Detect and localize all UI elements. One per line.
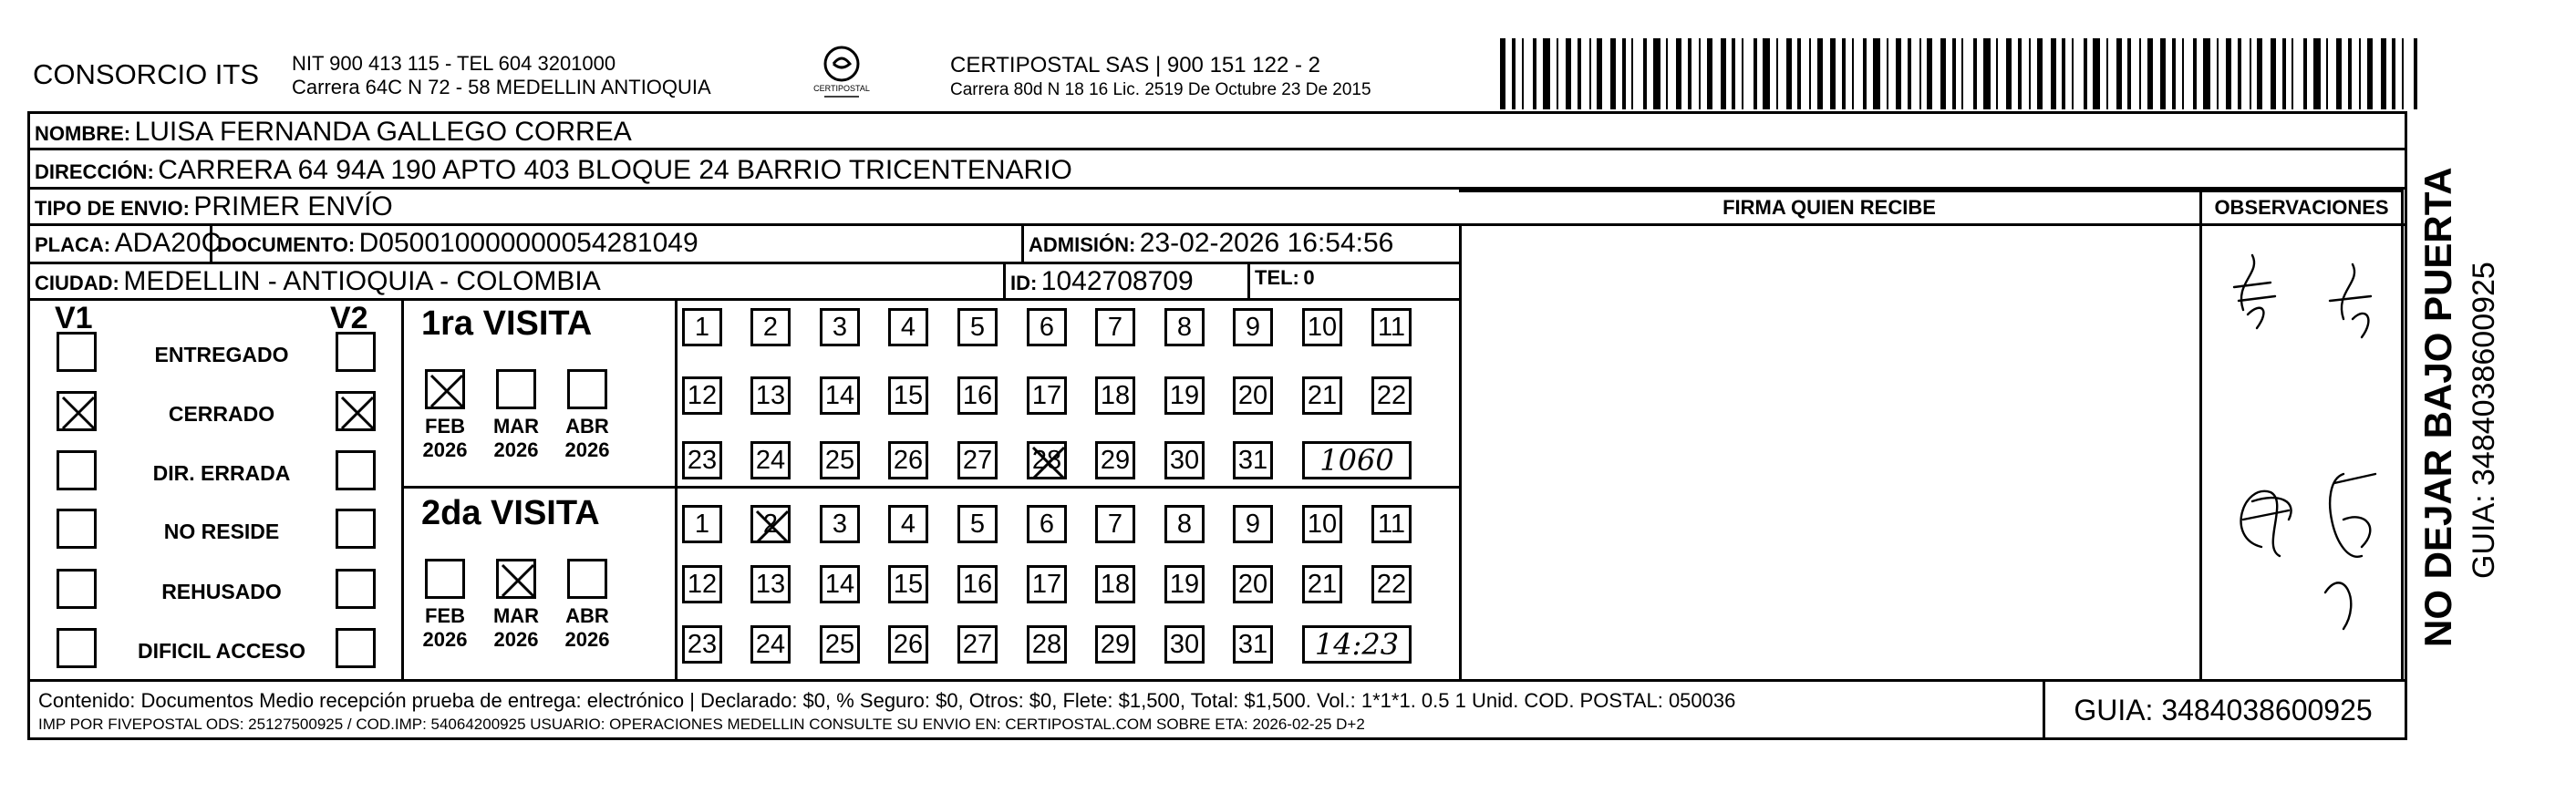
side-guia: GUIA: 3484038600925	[2467, 262, 2501, 579]
document-value: D050010000000054281049	[358, 228, 698, 258]
barcode-bar	[2326, 38, 2328, 109]
second-visit-time: 14:23	[1302, 625, 1412, 664]
first-day-9[interactable]: 9	[1233, 308, 1273, 346]
barcode-bar	[1666, 38, 1668, 109]
barcode-bar	[1522, 38, 1524, 109]
barcode-bar	[1597, 38, 1602, 109]
second-day-19[interactable]: 19	[1164, 565, 1205, 603]
first-month-label: MAR 2026	[492, 415, 540, 461]
second-day-22[interactable]: 22	[1371, 565, 1412, 603]
status-label: CERRADO	[168, 402, 275, 426]
status-label: DIR. ERRADA	[152, 461, 291, 485]
tel-cell	[1255, 266, 1315, 290]
first-day-26[interactable]: 26	[888, 441, 928, 479]
first-day-30[interactable]: 30	[1164, 441, 1205, 479]
carrier-name: CERTIPOSTAL SAS | 900 151 122 - 2	[950, 53, 1320, 77]
first-day-25[interactable]: 25	[820, 441, 860, 479]
barcode-bar	[2182, 38, 2184, 109]
barcode-bar	[1940, 38, 1946, 109]
barcode-bar	[1543, 38, 1550, 109]
no-dejar-warning: NO DEJAR BAJO PUERTA	[2416, 167, 2459, 647]
second-month-box-feb[interactable]	[425, 559, 465, 599]
first-day-16[interactable]: 16	[957, 376, 998, 415]
barcode-bar	[2160, 38, 2166, 109]
second-day-7[interactable]: 7	[1095, 505, 1135, 543]
first-day-17[interactable]: 17	[1027, 376, 1067, 415]
first-day-14[interactable]: 14	[820, 376, 860, 415]
first-day-19[interactable]: 19	[1164, 376, 1205, 415]
company-nit: NIT 900 413 115 - TEL 604 3201000	[292, 52, 616, 75]
plate-label: PLACA:	[35, 233, 111, 256]
barcode-bar	[2116, 38, 2122, 109]
name-label: NOMBRE:	[35, 122, 131, 145]
barcode-bar	[2037, 38, 2043, 109]
barcode-bar	[1961, 38, 1963, 109]
first-month-box-mar[interactable]	[496, 369, 536, 409]
signature-header: FIRMA QUIEN RECIBE	[1723, 196, 1936, 219]
recipient-address: CARRERA 64 94A 190 APTO 403 BLOQUE 24 BARRIO TRICENTENARIO	[158, 155, 1072, 185]
barcode-bar	[2367, 38, 2373, 109]
barcode-bar	[2336, 38, 2342, 109]
second-month-box-mar[interactable]	[496, 559, 536, 599]
barcode-bar	[2226, 38, 2231, 109]
first-day-8[interactable]: 8	[1164, 308, 1205, 346]
barcode-bar	[2282, 38, 2286, 109]
barcode-bar	[2139, 38, 2141, 109]
first-day-11[interactable]: 11	[1371, 308, 1412, 346]
barcode-bar	[1887, 38, 1888, 109]
second-day-27[interactable]: 27	[957, 625, 998, 664]
first-month-label: FEB 2026	[422, 415, 468, 461]
first-day-12[interactable]: 12	[682, 376, 722, 415]
barcode-bar	[1754, 38, 1757, 109]
barcode-bar	[1952, 38, 1956, 109]
first-visit-time: 1060	[1302, 441, 1412, 479]
second-month-label: ABR 2026	[564, 604, 610, 651]
type-row	[35, 191, 393, 222]
second-day-30[interactable]: 30	[1164, 625, 1205, 664]
second-day-16[interactable]: 16	[957, 565, 998, 603]
barcode-bar	[2051, 38, 2056, 109]
barcode-bar	[1842, 38, 1846, 109]
second-day-9[interactable]: 9	[1233, 505, 1273, 543]
first-day-1[interactable]: 1	[682, 308, 722, 346]
v1-checkbox-1[interactable]	[57, 391, 97, 431]
second-day-28[interactable]: 28	[1027, 625, 1067, 664]
barcode-bar	[2029, 38, 2031, 109]
barcode-bar	[2072, 38, 2074, 109]
barcode-bar	[1830, 38, 1836, 109]
barcode-bar	[2303, 38, 2307, 109]
second-day-25[interactable]: 25	[820, 625, 860, 664]
barcode-bar	[2147, 38, 2153, 109]
second-day-12[interactable]: 12	[682, 565, 722, 603]
second-day-8[interactable]: 8	[1164, 505, 1205, 543]
company-name: CONSORCIO ITS	[33, 58, 260, 90]
second-day-2[interactable]: 2	[750, 505, 791, 543]
v2-checkbox-1[interactable]	[336, 391, 376, 431]
handwritten-observation	[2207, 246, 2398, 675]
v2-header: V2	[330, 301, 368, 335]
id-cell	[1010, 266, 1194, 297]
company-address: Carrera 64C N 72 - 58 MEDELLIN ANTIOQUIA	[292, 76, 711, 98]
barcode-bar	[1896, 38, 1901, 109]
second-day-21[interactable]: 21	[1302, 565, 1342, 603]
second-day-5[interactable]: 5	[957, 505, 998, 543]
barcode-bar	[2257, 38, 2262, 109]
barcode-bar	[2127, 38, 2131, 109]
first-day-15[interactable]: 15	[888, 376, 928, 415]
v1-checkbox-5[interactable]	[57, 628, 97, 668]
barcode-bar	[2402, 38, 2404, 109]
barcode-bar	[2006, 38, 2012, 109]
first-month-box-abr[interactable]	[567, 369, 607, 409]
barcode-bar	[1776, 38, 1778, 109]
barcode-bar	[2359, 38, 2361, 109]
barcode-bar	[1631, 38, 1633, 109]
barcode-bar	[2250, 38, 2251, 109]
barcode-bar	[1578, 38, 1581, 109]
city-value: MEDELLIN - ANTIOQUIA - COLOMBIA	[123, 266, 601, 296]
barcode-bar	[1707, 38, 1712, 109]
barcode-bar	[2414, 38, 2417, 109]
guia-footer: GUIA: 3484038600925	[2074, 693, 2373, 726]
status-label: NO RESIDE	[163, 520, 280, 543]
first-visit-title: 1ra VISITA	[421, 304, 593, 343]
barcode-bar	[1533, 38, 1536, 109]
barcode-bar	[2292, 38, 2293, 109]
barcode-bar	[2348, 38, 2352, 109]
second-day-10[interactable]: 10	[1302, 505, 1342, 543]
barcode-bar	[1688, 38, 1691, 109]
barcode-bar	[1653, 38, 1660, 109]
barcode-bar	[2062, 38, 2065, 109]
v2-checkbox-2[interactable]	[336, 450, 376, 490]
barcode-bar	[2084, 38, 2087, 109]
status-label: REHUSADO	[161, 580, 282, 603]
second-day-6[interactable]: 6	[1027, 505, 1067, 543]
tel-value: 0	[1303, 266, 1315, 289]
barcode-bar	[1973, 38, 1977, 109]
barcode-bar	[2106, 38, 2108, 109]
barcode-bar	[1919, 38, 1921, 109]
logo-text: CERTIPOSTAL	[813, 84, 870, 93]
barcode-bar	[1763, 38, 1770, 109]
barcode-bar	[2238, 38, 2241, 109]
v2-checkbox-3[interactable]	[336, 509, 376, 549]
first-day-20[interactable]: 20	[1233, 376, 1273, 415]
print-details: IMP POR FIVEPOSTAL ODS: 25127500925 / COD.IMP: 54064200925 USUARIO: OPERACIONES MEDELLIN CONSULTE SU ENVIO EN: CERTIPOSTAL.COM SOBRE ETA: 2026-02-25 D+2	[38, 716, 1365, 733]
barcode-bar	[1863, 38, 1867, 109]
first-day-6[interactable]: 6	[1027, 308, 1067, 346]
v2-checkbox-5[interactable]	[336, 628, 376, 668]
second-day-18[interactable]: 18	[1095, 565, 1135, 603]
first-day-10[interactable]: 10	[1302, 308, 1342, 346]
second-day-17[interactable]: 17	[1027, 565, 1067, 603]
plate-value: ADA20C	[114, 228, 222, 258]
barcode-bar	[1817, 38, 1823, 109]
first-day-13[interactable]: 13	[750, 376, 791, 415]
barcode-bar	[1927, 38, 1932, 109]
barcode-bar	[1512, 38, 1516, 109]
second-day-29[interactable]: 29	[1095, 625, 1135, 664]
barcode-bar	[2203, 38, 2210, 109]
id-value: 1042708709	[1040, 266, 1194, 296]
barcode-bar	[1721, 38, 1726, 109]
barcode-bar	[1873, 38, 1880, 109]
id-label: ID:	[1010, 272, 1038, 294]
second-day-23[interactable]: 23	[682, 625, 722, 664]
second-day-11[interactable]: 11	[1371, 505, 1412, 543]
name-row	[35, 117, 632, 148]
second-day-15[interactable]: 15	[888, 565, 928, 603]
barcode-bar	[1983, 38, 1991, 109]
city-label: CIUDAD:	[35, 272, 119, 294]
barcode-bar	[1908, 38, 1911, 109]
v1-checkbox-0[interactable]	[57, 332, 97, 372]
city-cell	[35, 266, 601, 297]
first-month-box-feb[interactable]	[425, 369, 465, 409]
first-day-31[interactable]: 31	[1233, 441, 1273, 479]
admission-label: ADMISIÓN:	[1029, 233, 1136, 256]
first-day-24[interactable]: 24	[750, 441, 791, 479]
first-day-7[interactable]: 7	[1095, 308, 1135, 346]
barcode-bar	[1797, 38, 1801, 109]
barcode-bar	[1557, 38, 1558, 109]
first-day-21[interactable]: 21	[1302, 376, 1342, 415]
second-day-3[interactable]: 3	[820, 505, 860, 543]
first-day-3[interactable]: 3	[820, 308, 860, 346]
barcode-bar	[1786, 38, 1792, 109]
barcode-bar	[1732, 38, 1735, 109]
v1-checkbox-3[interactable]	[57, 509, 97, 549]
admission-cell	[1029, 228, 1393, 259]
barcode-bar	[2381, 38, 2386, 109]
second-day-4[interactable]: 4	[888, 505, 928, 543]
certipostal-logo	[813, 44, 870, 98]
content-details: Contenido: Documentos Medio recepción prueba de entrega: electrónico | Declarado: $0, % Seguro: $0, Otros: $0, Flete: $1,500, Total: $1,500. Vol.: 1*1*1. 0.5 1 Unid. COD. POSTAL: 050036	[38, 689, 1736, 712]
first-day-22[interactable]: 22	[1371, 376, 1412, 415]
barcode-bar	[2217, 38, 2219, 109]
barcode-bar	[1676, 38, 1681, 109]
first-day-23[interactable]: 23	[682, 441, 722, 479]
second-visit-title: 2da VISITA	[421, 494, 600, 532]
barcode-bar	[2093, 38, 2100, 109]
second-month-label: FEB 2026	[422, 604, 468, 651]
document-label: DOCUMENTO:	[217, 233, 356, 256]
tel-label: TEL:	[1255, 266, 1299, 289]
second-day-13[interactable]: 13	[750, 565, 791, 603]
address-label: DIRECCIÓN:	[35, 160, 154, 183]
barcode-bar	[2193, 38, 2197, 109]
barcode-bar	[2392, 38, 2395, 109]
first-month-label: ABR 2026	[564, 415, 610, 461]
v1-header: V1	[55, 301, 93, 335]
second-day-24[interactable]: 24	[750, 625, 791, 664]
barcode-bar	[1809, 38, 1811, 109]
barcode-bar	[2271, 38, 2276, 109]
type-label: TIPO DE ENVIO:	[35, 197, 190, 220]
plate-cell	[35, 228, 221, 259]
v2-checkbox-4[interactable]	[336, 569, 376, 609]
status-label: ENTREGADO	[154, 343, 289, 366]
v1-checkbox-2[interactable]	[57, 450, 97, 490]
barcode-bar	[1589, 38, 1591, 109]
second-day-14[interactable]: 14	[820, 565, 860, 603]
address-row	[35, 155, 1072, 186]
barcode	[1500, 38, 2423, 109]
barcode-bar	[1699, 38, 1701, 109]
barcode-bar	[1996, 38, 1998, 109]
barcode-bar	[2172, 38, 2176, 109]
recipient-name: LUISA FERNANDA GALLEGO CORREA	[134, 117, 632, 147]
barcode-bar	[1500, 38, 1505, 109]
barcode-bar	[2018, 38, 2022, 109]
admission-value: 23-02-2026 16:54:56	[1139, 228, 1394, 258]
first-day-28[interactable]: 28	[1027, 441, 1067, 479]
document-cell	[217, 228, 698, 259]
first-day-4[interactable]: 4	[888, 308, 928, 346]
first-day-27[interactable]: 27	[957, 441, 998, 479]
barcode-bar	[1566, 38, 1571, 109]
barcode-bar	[1742, 38, 1743, 109]
first-day-5[interactable]: 5	[957, 308, 998, 346]
v2-checkbox-0[interactable]	[336, 332, 376, 372]
v1-checkbox-4[interactable]	[57, 569, 97, 609]
second-month-label: MAR 2026	[492, 604, 540, 651]
first-day-18[interactable]: 18	[1095, 376, 1135, 415]
carrier-address: Carrera 80d N 18 16 Lic. 2519 De Octubre 23 De 2015	[950, 80, 1371, 99]
first-day-29[interactable]: 29	[1095, 441, 1135, 479]
shipping-type: PRIMER ENVÍO	[193, 191, 393, 221]
second-day-26[interactable]: 26	[888, 625, 928, 664]
barcode-bar	[1643, 38, 1647, 109]
second-day-20[interactable]: 20	[1233, 565, 1273, 603]
barcode-bar	[1622, 38, 1626, 109]
second-day-31[interactable]: 31	[1233, 625, 1273, 664]
status-label: DIFICIL ACCESO	[137, 639, 305, 663]
observations-header: OBSERVACIONES	[2214, 196, 2389, 219]
barcode-bar	[1610, 38, 1616, 109]
barcode-bar	[1852, 38, 1854, 109]
second-day-1[interactable]: 1	[682, 505, 722, 543]
second-month-box-abr[interactable]	[567, 559, 607, 599]
first-day-2[interactable]: 2	[750, 308, 791, 346]
barcode-bar	[2313, 38, 2321, 109]
